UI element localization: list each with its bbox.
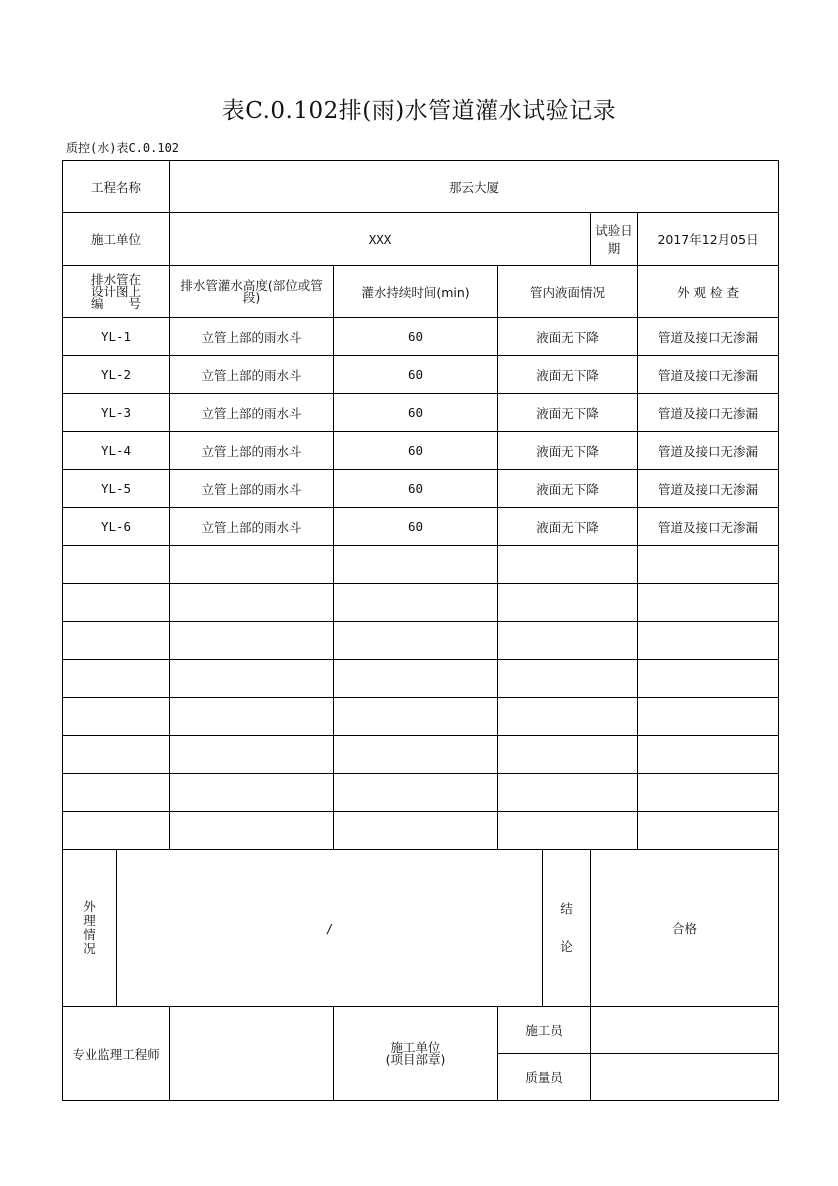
cell-duration: 60 <box>334 394 498 432</box>
builder-label: 施工员 <box>498 1007 591 1054</box>
test-date-label: 试验日期 <box>591 213 638 266</box>
test-date-value: 2017年12月05日 <box>638 213 779 266</box>
cell-duration: 60 <box>334 356 498 394</box>
empty-row <box>63 546 779 584</box>
cell-pipe-no: YL-4 <box>63 432 170 470</box>
project-name-value: 那云大厦 <box>170 161 779 213</box>
cell-fill-height: 立管上部的雨水斗 <box>170 356 334 394</box>
cell-fill-height: 立管上部的雨水斗 <box>170 432 334 470</box>
contractor-stamp-label: 施工单位 (项目部章) <box>334 1007 498 1101</box>
empty-row <box>63 736 779 774</box>
header-pipe-no: 排水管在 设计图上 编 号 <box>63 266 170 318</box>
table-row <box>63 356 779 394</box>
cell-duration: 60 <box>334 470 498 508</box>
qc-label: 质量员 <box>498 1054 591 1101</box>
test-record-table <box>62 160 779 1101</box>
form-title: 表C.0.102排(雨)水管道灌水试验记录 <box>221 98 617 124</box>
cell-liquid-level: 液面无下降 <box>498 318 638 356</box>
cell-pipe-no: YL-6 <box>63 508 170 546</box>
cell-duration: 60 <box>334 432 498 470</box>
header-appearance: 外 观 检 查 <box>638 266 779 318</box>
conclusion-label: 结 论 <box>543 850 591 1007</box>
cell-liquid-level: 液面无下降 <box>498 470 638 508</box>
cell-liquid-level: 液面无下降 <box>498 394 638 432</box>
table-row <box>63 394 779 432</box>
cell-appearance: 管道及接口无渗漏 <box>638 318 779 356</box>
supervisor-label: 专业监理工程师 <box>63 1007 170 1101</box>
table-row <box>63 318 779 356</box>
cell-liquid-level: 液面无下降 <box>498 432 638 470</box>
cell-liquid-level: 液面无下降 <box>498 356 638 394</box>
contractor-label: 施工单位 <box>63 213 170 266</box>
handling-value: / <box>117 850 543 1007</box>
form-code: 质控(水)表C.0.102 <box>66 141 180 155</box>
cell-appearance: 管道及接口无渗漏 <box>638 394 779 432</box>
header-liquid-level: 管内液面情况 <box>498 266 638 318</box>
builder-signature <box>591 1007 779 1054</box>
contractor-value: XXX <box>170 213 591 266</box>
handling-label: 外 理 情 况 <box>63 850 117 1007</box>
empty-row <box>63 774 779 812</box>
cell-pipe-no: YL-3 <box>63 394 170 432</box>
empty-row <box>63 622 779 660</box>
cell-duration: 60 <box>334 508 498 546</box>
cell-appearance: 管道及接口无渗漏 <box>638 508 779 546</box>
cell-pipe-no: YL-1 <box>63 318 170 356</box>
header-duration: 灌水持续时间(min) <box>334 266 498 318</box>
empty-row <box>63 660 779 698</box>
cell-appearance: 管道及接口无渗漏 <box>638 470 779 508</box>
cell-fill-height: 立管上部的雨水斗 <box>170 318 334 356</box>
table-row <box>63 470 779 508</box>
supervisor-signature <box>170 1007 334 1101</box>
cell-appearance: 管道及接口无渗漏 <box>638 432 779 470</box>
cell-appearance: 管道及接口无渗漏 <box>638 356 779 394</box>
empty-row <box>63 698 779 736</box>
empty-row <box>63 812 779 850</box>
conclusion-value: 合格 <box>591 850 779 1007</box>
cell-liquid-level: 液面无下降 <box>498 508 638 546</box>
cell-duration: 60 <box>334 318 498 356</box>
cell-pipe-no: YL-5 <box>63 470 170 508</box>
empty-row <box>63 584 779 622</box>
project-name-label: 工程名称 <box>63 161 170 213</box>
table-row <box>63 508 779 546</box>
cell-fill-height: 立管上部的雨水斗 <box>170 394 334 432</box>
cell-pipe-no: YL-2 <box>63 356 170 394</box>
table-row <box>63 432 779 470</box>
qc-signature <box>591 1054 779 1101</box>
cell-fill-height: 立管上部的雨水斗 <box>170 508 334 546</box>
cell-fill-height: 立管上部的雨水斗 <box>170 470 334 508</box>
header-fill-height: 排水管灌水高度(部位或管 段) <box>170 266 334 318</box>
